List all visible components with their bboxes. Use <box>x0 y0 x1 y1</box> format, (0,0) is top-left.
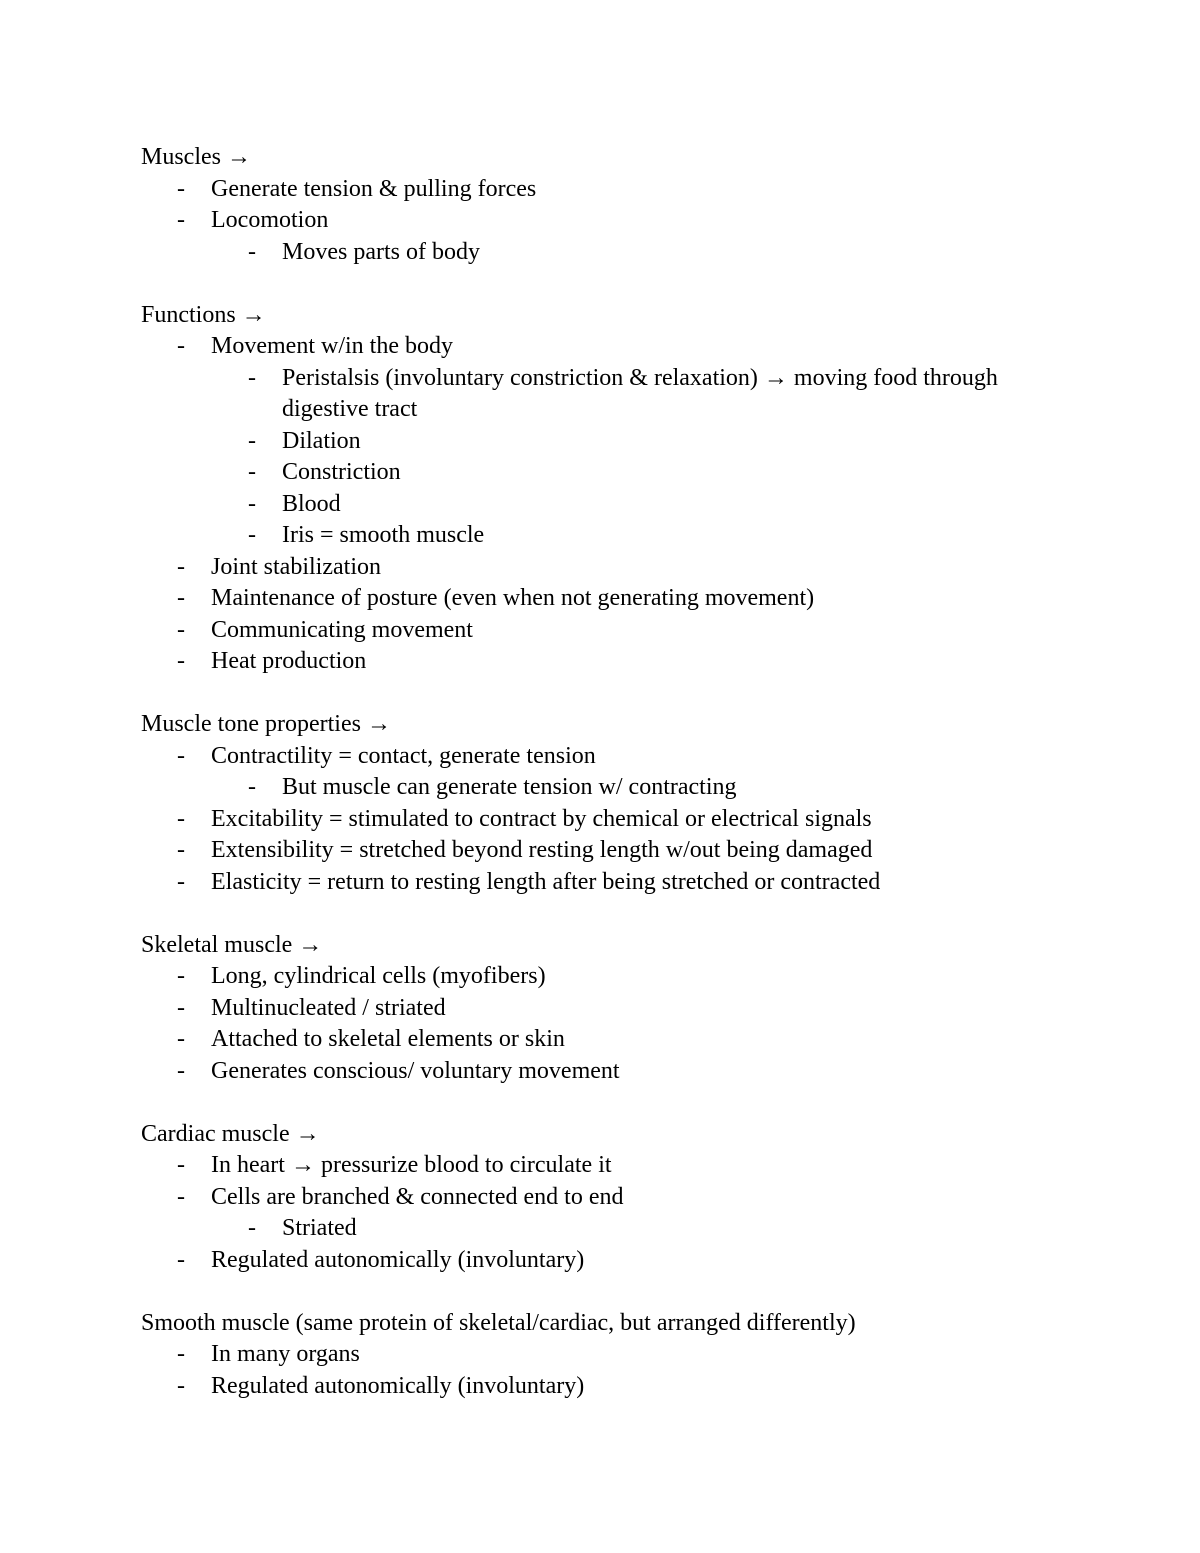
section-spacer <box>141 678 1041 710</box>
bullet-text: Joint stabilization <box>211 553 381 580</box>
bullet-text: In heart → pressurize blood to circulate it <box>211 1152 612 1178</box>
bullet-item <box>141 1150 1041 1182</box>
sub-bullet-item <box>141 237 1041 269</box>
sub-bullet-item <box>141 457 1041 489</box>
bullet-item <box>141 646 1041 678</box>
bullet-text: Regulated autonomically (involuntary) <box>211 1246 585 1273</box>
section-heading: Skeletal muscle → <box>141 931 323 958</box>
bullet-item <box>141 867 1041 899</box>
bullet-text: Generate tension & pulling forces <box>211 175 537 202</box>
bullet-dash: - <box>248 774 256 800</box>
bullet-dash: - <box>177 648 185 674</box>
bullet-dash: - <box>177 175 185 202</box>
bullet-dash: - <box>177 207 185 233</box>
bullet-dash: - <box>248 238 256 265</box>
bullet-text: But muscle can generate tension w/ contracting <box>282 774 737 800</box>
bullet-item <box>141 741 1041 773</box>
bullet-text: Long, cylindrical cells (myofibers) <box>211 963 546 989</box>
bullet-dash: - <box>177 585 185 611</box>
bullet-item <box>141 552 1041 584</box>
bullet-item <box>141 583 1041 615</box>
bullet-dash: - <box>177 1152 185 1178</box>
bullet-dash: - <box>248 364 256 391</box>
section-heading: Smooth muscle (same protein of skeletal/cardiac, but arranged differently) <box>141 1309 856 1336</box>
bullet-text: Dilation <box>282 427 361 454</box>
bullet-dash: - <box>177 1341 185 1367</box>
bullet-dash: - <box>177 1246 185 1273</box>
bullet-dash: - <box>248 490 256 517</box>
bullet-dash: - <box>177 616 185 643</box>
bullet-text: Locomotion <box>211 207 329 233</box>
bullet-dash: - <box>177 742 185 769</box>
bullet-text: Regulated autonomically (involuntary) <box>211 1372 585 1399</box>
bullet-dash: - <box>177 868 185 895</box>
section-heading: Muscle tone properties → <box>141 711 391 737</box>
bullet-dash: - <box>248 427 256 454</box>
bullet-text: Peristalsis (involuntary constriction & relaxation) → moving food through digestive tract <box>282 364 998 422</box>
notes-section <box>141 1119 1041 1277</box>
section-heading: Functions → <box>141 301 266 328</box>
bullet-text: Maintenance of posture (even when not generating movement) <box>211 585 815 611</box>
bullet-dash: - <box>248 1215 256 1241</box>
bullet-text: Extensibility = stretched beyond resting length w/out being damaged <box>211 837 873 863</box>
bullet-dash: - <box>177 963 185 989</box>
bullet-dash: - <box>248 522 256 548</box>
bullet-text: Elasticity = return to resting length after being stretched or contracted <box>211 868 881 895</box>
bullet-item <box>141 615 1041 647</box>
bullet-item <box>141 1024 1041 1056</box>
bullet-dash: - <box>248 459 256 485</box>
bullet-dash: - <box>177 1372 185 1399</box>
bullet-dash: - <box>177 333 185 359</box>
bullet-item <box>141 331 1041 363</box>
bullet-item <box>141 804 1041 836</box>
notes-section <box>141 709 1041 898</box>
section-spacer <box>141 268 1041 300</box>
bullet-dash: - <box>177 553 185 580</box>
bullet-text: Striated <box>282 1215 357 1241</box>
section-spacer <box>141 1276 1041 1308</box>
bullet-item <box>141 174 1041 206</box>
notes-section <box>141 142 1041 268</box>
bullet-text: Constriction <box>282 459 401 485</box>
bullet-text: Communicating movement <box>211 616 473 643</box>
bullet-dash: - <box>177 837 185 863</box>
section-spacer <box>141 1087 1041 1119</box>
bullet-item <box>141 205 1041 237</box>
sub-bullet-item <box>141 363 1041 426</box>
bullet-text: Excitability = stimulated to contract by chemical or electrical signals <box>211 805 872 832</box>
bullet-dash: - <box>177 1026 185 1052</box>
sub-bullet-item <box>141 772 1041 804</box>
bullet-item <box>141 1182 1041 1214</box>
section-heading: Cardiac muscle → <box>141 1120 320 1147</box>
bullet-dash: - <box>177 1057 185 1084</box>
sub-bullet-item <box>141 1213 1041 1245</box>
bullet-text: Contractility = contact, generate tension <box>211 742 596 769</box>
bullet-text: In many organs <box>211 1341 360 1367</box>
bullet-item <box>141 1056 1041 1088</box>
notes-content <box>141 142 1041 1402</box>
bullet-text: Heat production <box>211 648 367 674</box>
bullet-item <box>141 993 1041 1025</box>
bullet-text: Movement w/in the body <box>211 333 453 359</box>
sub-bullet-item <box>141 520 1041 552</box>
bullet-item <box>141 1371 1041 1403</box>
bullet-text: Blood <box>282 490 341 517</box>
sub-bullet-item <box>141 489 1041 521</box>
bullet-item <box>141 1245 1041 1277</box>
bullet-item <box>141 961 1041 993</box>
notes-section <box>141 1308 1041 1403</box>
bullet-dash: - <box>177 1183 185 1210</box>
section-spacer <box>141 898 1041 930</box>
bullet-item <box>141 1339 1041 1371</box>
bullet-text: Generates conscious/ voluntary movement <box>211 1057 620 1084</box>
sub-bullet-item <box>141 426 1041 458</box>
section-heading: Muscles → <box>141 144 251 170</box>
bullet-text: Attached to skeletal elements or skin <box>211 1026 565 1052</box>
bullet-dash: - <box>177 994 185 1021</box>
bullet-text: Moves parts of body <box>282 238 480 265</box>
bullet-dash: - <box>177 805 185 832</box>
bullet-item <box>141 835 1041 867</box>
bullet-text: Multinucleated / striated <box>211 994 446 1021</box>
notes-section <box>141 300 1041 678</box>
notes-section <box>141 930 1041 1088</box>
bullet-text: Iris = smooth muscle <box>282 522 485 548</box>
bullet-text: Cells are branched & connected end to end <box>211 1183 624 1210</box>
